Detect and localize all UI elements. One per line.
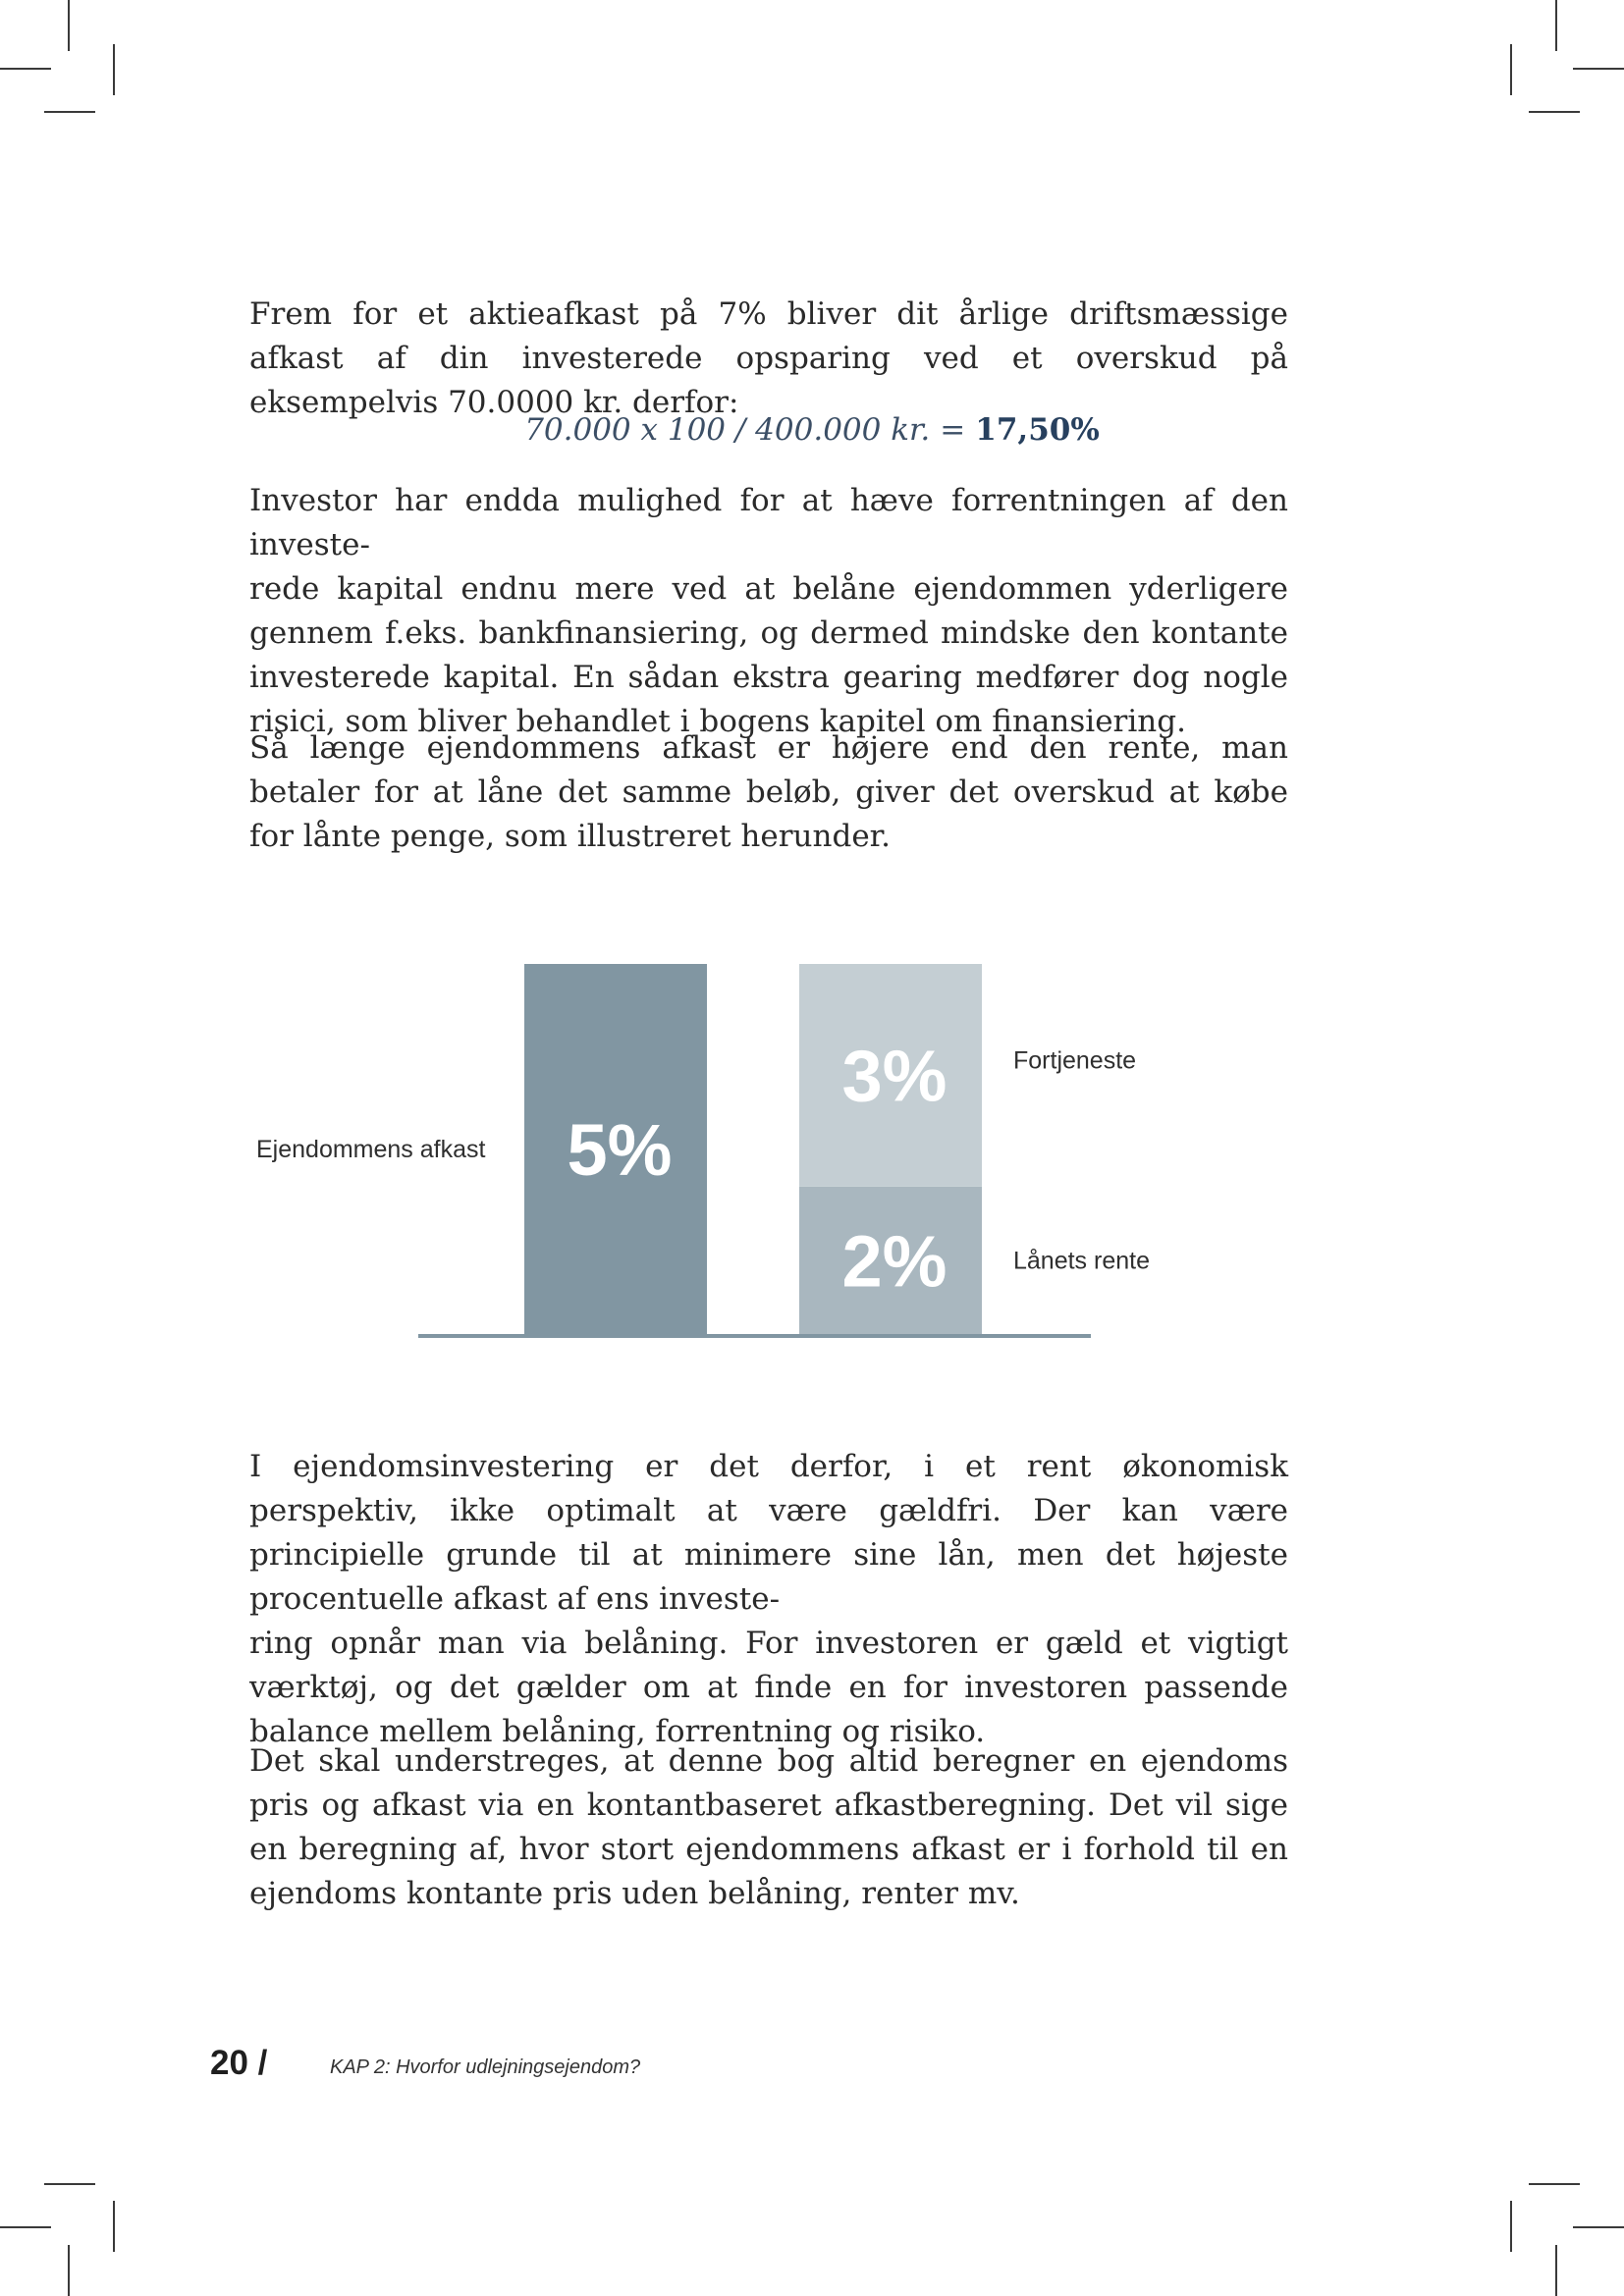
crop-mark bbox=[113, 2201, 115, 2252]
crop-mark bbox=[68, 0, 70, 51]
formula bbox=[0, 408, 1624, 453]
data-label-fortjeneste: 3% bbox=[841, 1035, 947, 1117]
legend-laanets-rente: Lånets rente bbox=[1013, 1247, 1150, 1275]
crop-mark bbox=[1555, 2245, 1557, 2296]
crop-mark bbox=[68, 2245, 70, 2296]
crop-mark bbox=[1510, 44, 1512, 95]
paragraph-debt: I ejendomsinvestering er det derfor, i et rent økonomisk perspektiv, ikke optimalt at være gældfri. Der kan være principielle grunde til at minimere sine lån, men det højeste procentuelle afkast af ens investe- ring opnår man via belåning. For investoren er gæld et vigtigt værktøj, og det gælder om at finde en for investoren passende balance mellem belåning, forrentning og risiko. bbox=[249, 1449, 1288, 1749]
crop-mark bbox=[1529, 111, 1580, 113]
crop-mark bbox=[1573, 68, 1624, 70]
paragraph-cash-basis: Det skal understreges, at denne bog altid beregner en ejendoms pris og afkast via en kontantbaseret afkastberegning. Det vil sige en beregning af, hvor stort ejendommens afkast er i forhold til en ejendoms kontante pris uden belåning, renter mv. bbox=[249, 1743, 1288, 1911]
page-number: 20 / bbox=[210, 2044, 268, 2082]
data-label-afkast: 5% bbox=[567, 1109, 673, 1191]
crop-mark bbox=[1573, 2226, 1624, 2228]
crop-mark bbox=[44, 2183, 95, 2185]
paragraph-leverage: Så længe ejendommens afkast er højere end den rente, man betaler for at låne det samme beløb, giver det overskud at købe for lånte penge, som illustreret herunder. bbox=[249, 730, 1288, 854]
formula-expression: 70.000 x 100 / 400.000 kr. bbox=[524, 412, 931, 448]
crop-mark bbox=[1529, 2183, 1580, 2185]
paragraph-gearing: Investor har endda mulighed for at hæve forrentningen af den investe- rede kapital endnu mere ved at belåne ejendommen yderligere gennem f.eks. bankfinansiering, og dermed mindske den kontante investerede kapital. En sådan ekstra gearing medfører dog nogle risici, som bliver behandlet i bogens kapitel om finansiering. bbox=[249, 483, 1288, 739]
chapter-title: KAP 2: Hvorfor udlejningsejendom? bbox=[330, 2056, 641, 2078]
leverage-chart bbox=[0, 942, 1624, 1355]
crop-mark bbox=[0, 68, 51, 70]
crop-mark bbox=[113, 44, 115, 95]
crop-mark bbox=[0, 2226, 51, 2228]
formula-equals: = bbox=[940, 412, 966, 448]
formula-result: 17,50% bbox=[975, 412, 1100, 448]
crop-mark bbox=[44, 111, 95, 113]
crop-mark bbox=[1555, 0, 1557, 51]
legend-ejendommens-afkast: Ejendommens afkast bbox=[256, 1136, 486, 1163]
data-label-rente: 2% bbox=[841, 1220, 947, 1303]
paragraph-intro: Frem for et aktieafkast på 7% bliver dit årlige driftsmæssige afkast af din investerede opsparing ved et overskud på eksempelvis 70.0000 kr. derfor: bbox=[249, 296, 1288, 420]
crop-mark bbox=[1510, 2201, 1512, 2252]
legend-fortjeneste: Fortjeneste bbox=[1013, 1046, 1137, 1075]
